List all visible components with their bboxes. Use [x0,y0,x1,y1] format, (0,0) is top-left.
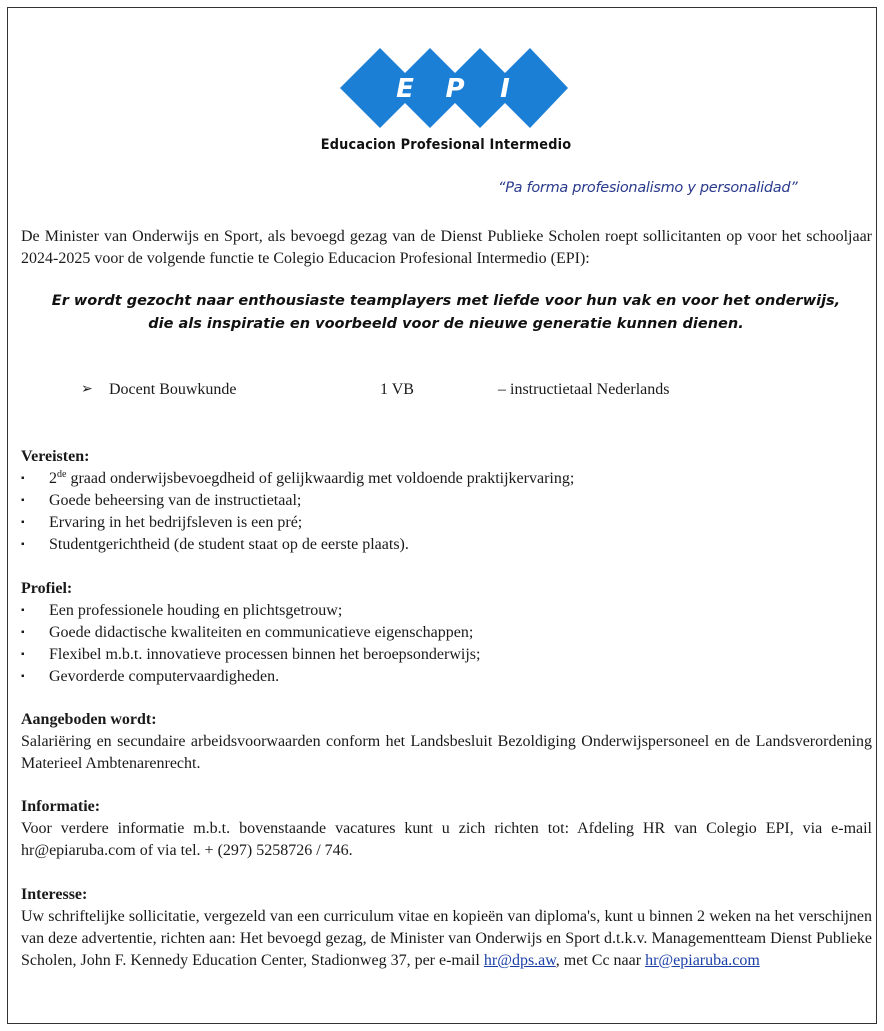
job-title: Docent Bouwkunde [109,381,237,398]
logo-letter-i: I [500,74,510,104]
square-bullet-icon: ▪ [21,627,25,638]
requirements-list [21,468,861,556]
profile-heading: Profiel: [21,580,73,597]
callout-text: Er wordt gezocht naar enthousiaste teamplayers met liefde voor hun vak en voor het onderwijs, die als inspiratie en voorbeeld voor de nieuwe generatie kunnen dienen. [51,293,841,332]
list-item: ▪ Goede didactische kwaliteiten en communicatieve eigenschappen; [21,622,861,644]
job-language: – instructietaal Nederlands [498,381,670,398]
list-item: ▪ Studentgerichtheid (de student staat op de eerste plaats). [21,534,861,556]
square-bullet-icon: ▪ [21,649,25,660]
information-text: Voor verdere informatie m.b.t. bovenstaande vacatures kunt u zich richten tot: Afdeling HR van Colegio EPI, via e-mail hr@epiaruba.com of via tel. + (297) 5258726 / 746. [21,820,872,859]
list-item: ▪ Gevorderde computervaardigheden. [21,666,861,688]
square-bullet-icon: ▪ [21,495,25,506]
list-item: ▪ Een professionele houding en plichtsgetrouw; [21,600,861,622]
job-listing [0,381,884,403]
list-item: ▪ Goede beheersing van de instructietaal; [21,490,861,512]
list-item: ▪ Ervaring in het bedrijfsleven is een pré; [21,512,861,534]
email-link-dps[interactable]: hr@dps.aw [483,952,556,969]
job-count: 1 VB [380,381,414,398]
epi-logo [336,44,570,132]
arrow-bullet-icon: ➢ [81,382,93,397]
org-name: Educacion Profesional Intermedio [320,137,572,153]
offered-heading: Aangeboden wordt: [21,711,157,728]
profile-list [21,600,861,688]
list-item: ▪ 2de graad onderwijsbevoegdheid of gelijkwaardig met voldoende praktijkervaring; [21,468,861,490]
intro-paragraph: De Minister van Onderwijs en Sport, als bevoegd gezag van de Dienst Publieke Scholen roept sollicitanten op voor het schooljaar 2024-2025 voor de volgende functie te Colegio Educacion Profesional Intermedio (EPI): [21,228,872,267]
motto: “Pa forma profesionalismo y personalidad” [498,180,798,196]
square-bullet-icon: ▪ [21,473,25,484]
email-link-epiaruba[interactable]: hr@epiaruba.com [645,952,760,969]
offered-text: Salariëring en secundaire arbeidsvoorwaarden conform het Landsbesluit Bezoldiging Onderwijspersoneel en de Landsverordening Materieel Ambtenarenrecht. [21,733,872,772]
requirements-heading: Vereisten: [21,448,90,465]
logo-letter-e: E [396,74,414,104]
interest-heading: Interesse: [21,886,88,903]
interest-text: Uw schriftelijke sollicitatie, vergezeld van een curriculum vitae en kopieën van diploma's, kunt u binnen 2 weken na het verschijnen van deze advertentie, richten aan: Het bevoegd gezag, de Minister van Onderwijs en Sport d.t.k.v. Managementteam Dienst Publieke Scholen, John F. Kennedy Education Center, Stadionweg 37, per e-mail hr@dps.aw, met Cc naar hr@epiaruba.com [21,908,872,969]
list-item: ▪ Flexibel m.b.t. innovatieve processen binnen het beroepsonderwijs; [21,644,861,666]
square-bullet-icon: ▪ [21,517,25,528]
logo-letter-p: P [445,74,465,104]
square-bullet-icon: ▪ [21,539,25,550]
information-heading: Informatie: [21,798,101,815]
square-bullet-icon: ▪ [21,605,25,616]
square-bullet-icon: ▪ [21,671,25,682]
